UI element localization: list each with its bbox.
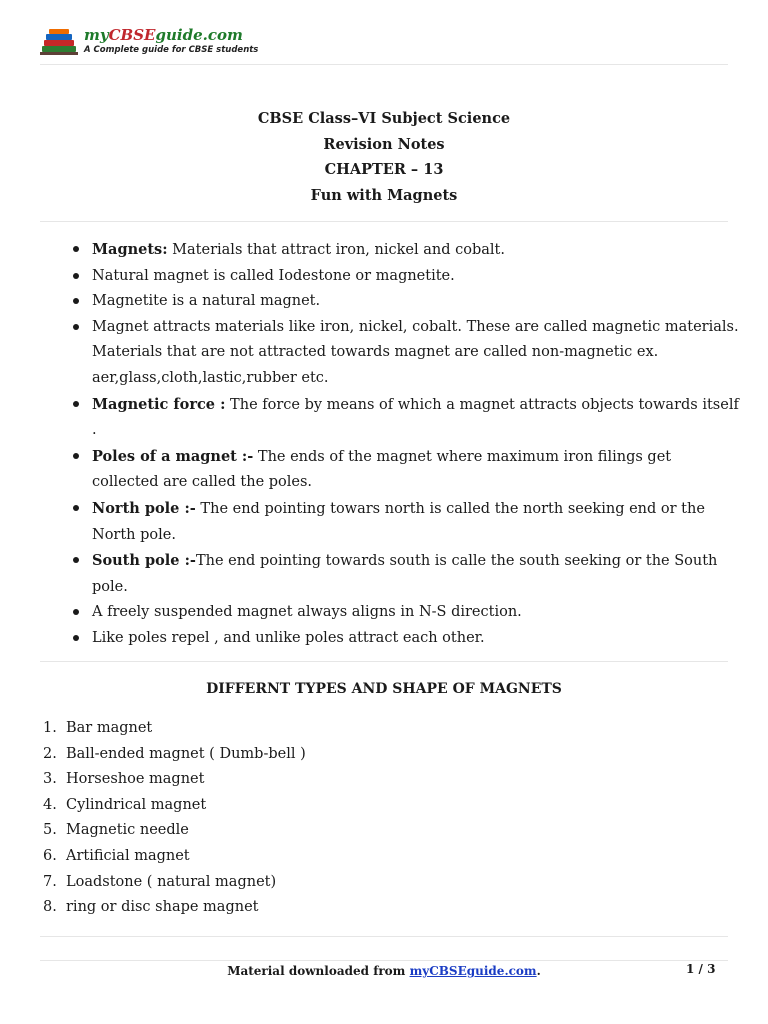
logo-title: myCBSEguide.com [84, 26, 243, 44]
section-divider [40, 661, 728, 662]
types-heading: DIFFERNT TYPES AND SHAPE OF MAGNETS [206, 681, 562, 697]
list-item: Poles of a magnet :- The ends of the magnet where maximum iron filings get collected are called the poles. [40, 444, 740, 496]
list-item: Magnetic force : The force by means of which a magnet attracts objects towards itself . [40, 392, 740, 444]
magnet-types-list [40, 716, 306, 921]
page-number: 1 / 3 [686, 962, 716, 976]
list-item: 8. ring or disc shape magnet [43, 899, 259, 916]
title-chapter: CHAPTER – 13 [324, 161, 444, 178]
title-revision-notes: Revision Notes [323, 135, 445, 153]
footer-link[interactable]: myCBSEguide.com [409, 964, 537, 978]
site-logo[interactable] [40, 26, 259, 60]
list-item: 1. Bar magnet [43, 720, 153, 736]
logo-tagline: A Complete guide for CBSE students [84, 45, 259, 55]
notes-list [40, 237, 740, 652]
list-item: 4. Cylindrical magnet [43, 796, 207, 813]
list-item: Natural magnet is called Iodestone or magnetite. [40, 264, 740, 290]
list-item: Like poles repel , and unlike poles attract each other. [40, 626, 740, 652]
title-class-subject: CBSE Class–VI Subject Science [257, 110, 511, 127]
list-item: 2. Ball-ended magnet ( Dumb-bell ) [43, 745, 306, 762]
list-item: South pole :-The end pointing towards south is calle the south seeking or the South pole. [40, 548, 740, 600]
title-chapter-name: Fun with Magnets [310, 186, 458, 204]
footer-divider [40, 960, 728, 961]
list-item: 5. Magnetic needle [43, 822, 189, 839]
section-divider [40, 221, 728, 222]
list-item: 6. Artificial magnet [43, 847, 190, 864]
list-item: 7. Loadstone ( natural magnet) [43, 873, 277, 890]
document-title [40, 106, 728, 208]
footer-text: Material downloaded from myCBSEguide.com. [227, 964, 541, 978]
list-item: A freely suspended magnet always aligns in N-S direction. [40, 600, 740, 626]
books-icon [40, 28, 80, 58]
list-item: Magnetite is a natural magnet. [40, 289, 740, 315]
list-item: 3. Horseshoe magnet [43, 771, 205, 788]
footer-divider [40, 936, 728, 937]
header-divider [40, 64, 728, 65]
list-item: North pole :- The end pointing towars north is called the north seeking end or the North pole. [40, 496, 740, 548]
list-item: Magnets: Materials that attract iron, nickel and cobalt. [40, 237, 740, 264]
list-item: Magnet attracts materials like iron, nickel, cobalt. These are called magnetic materials. Materials that are not attracted towards magnet are called non-magnetic ex. aer,glass,cloth,lastic,rubber etc. [40, 315, 740, 392]
